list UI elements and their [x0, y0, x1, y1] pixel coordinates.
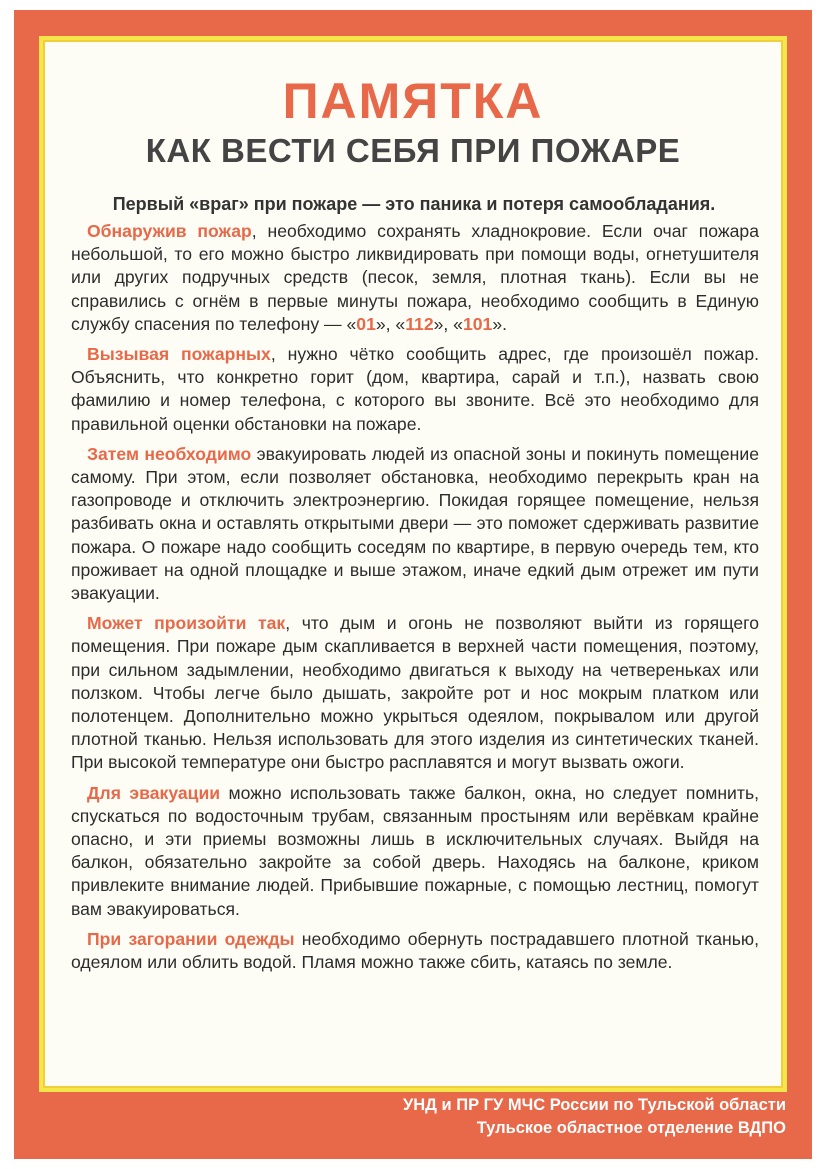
paragraph-text: необходимо обернуть пострадавшего плотной тканью, одеялом или облить водой. Пламя можно также сбить, катаясь по земле. [71, 928, 759, 973]
phone-number-112: 112 [405, 313, 434, 334]
paragraph-heading: Может произойти так [87, 613, 286, 634]
paragraph-heading: Затем необходимо [87, 443, 252, 464]
paragraph-clothing-fire [71, 928, 759, 974]
poster-sheet [14, 10, 812, 1159]
paragraph-heading: Для эвакуации [87, 782, 221, 803]
publisher-line-1: УНД и ПР ГУ МЧС России по Тульской области [402, 1096, 786, 1114]
phone-number-01: 01 [356, 313, 376, 334]
paragraph-text: , нужно чётко сообщить адрес, где произошёл пожар. Объяснить, что конкретно горит (дом, квартира, сарай и т.п.), назвать свою фамилию и номер телефона, с которого вы звоните. Всё это необходимо для правильной оценки обстановки на пожаре. [71, 344, 759, 434]
yellow-frame [39, 36, 787, 1092]
paragraph-balcony [71, 782, 759, 921]
paragraph-text: ». [492, 313, 508, 334]
paragraph-heading: При загорании одежды [87, 928, 295, 949]
paragraph-smoke [71, 612, 759, 774]
content-panel [43, 40, 783, 1088]
memo-body [71, 220, 759, 981]
paragraph-text: , необходимо сохранять хладнокровие. Если очаг пожара небольшой, то его можно быстро ликвидировать при помощи воды, огнетушителя или других подручных средств (песок, земля, плотная ткань). Если вы не справились с огнём в первые минуты пожара, необходимо сообщить в Единую службу спасения по телефону — « [71, 221, 759, 334]
paragraph-call-firefighters [71, 343, 759, 436]
paragraph-text: , что дым и огонь не позволяют выйти из горящего помещения. При пожаре дым скапливается в верхней части помещения, поэтому, при сильном задымлении, необходимо двигаться к выходу на четвереньках или ползком. Чтобы легче было дышать, закройте рот и нос мокрым платком или полотенцем. Дополнительно можно укрыться одеялом, покрывалом или другой плотной тканью. Нельзя использовать для этого изделия из синтетических тканей. При высокой температуре они быстро расплавятся и могут вызвать ожоги. [71, 613, 759, 773]
lead-sentence: Первый «враг» при пожаре — это паника и потеря самообладания. [112, 194, 716, 214]
phone-number-101: 101 [462, 313, 493, 334]
paragraph-evacuate-people [71, 443, 759, 605]
paragraph-heading: Обнаружив пожар [87, 221, 252, 241]
paragraph-heading: Вызывая пожарных [87, 344, 271, 365]
paragraph-text: можно использовать также балкон, окна, но следует помнить, спускаться по водосточным трубам, связанным простыням или верёвкам крайне опасно, и эти приемы возможны лишь в исключительных случаях. Выйдя на балкон, обязательно закройте за собой дверь. Находясь на балконе, криком привлеките внимание людей. Прибывшие пожарные, с помощью лестниц, помогут вам эвакуироваться. [71, 782, 759, 919]
paragraph-text: », « [433, 313, 463, 334]
publisher-footer [403, 1094, 786, 1140]
page-title: ПАМЯТКА [282, 73, 544, 129]
paragraph-text: », « [375, 313, 406, 334]
publisher-line-2: Тульское областное отделение ВДПО [476, 1119, 786, 1137]
paragraph-text: эвакуировать людей из опасной зоны и покинуть помещение самому. При этом, если позволяет обстановка, необходимо перекрыть кран на газопроводе и отключить электроэнергию. Покидая горящее помещение, нельзя разбивать окна и оставлять открытыми двери — это поможет сдерживать развитие пожара. О пожаре надо сообщить соседям по квартире, в первую очередь тем, кто проживает на одной площадке и выше этажом, иначе едкий дым отрежет им пути эвакуации. [71, 443, 759, 604]
paragraph-detect-fire [71, 220, 759, 336]
page-subtitle: КАК ВЕСТИ СЕБЯ ПРИ ПОЖАРЕ [145, 132, 681, 169]
